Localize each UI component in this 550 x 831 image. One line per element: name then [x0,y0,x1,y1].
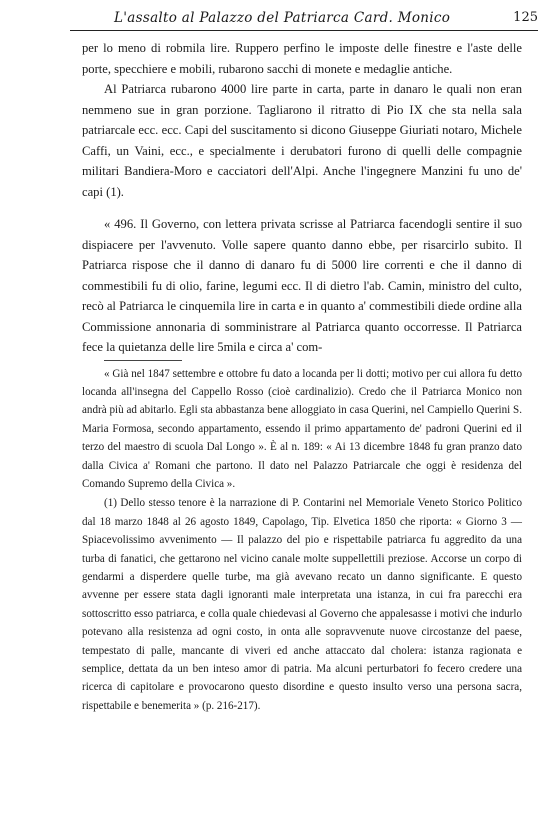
footnote-1: (1) Dello stesso tenore è la narrazione di P. Contarini nel Memoriale Veneto Storico Politico dal 18 marzo 1848 al 26 agosto 1849, Capolago, Tip. Elvetica 1850 che riporta: « Giorno 3 — Spiacevolissimo avvenimento — Il palazzo del pio e rispettabile patriarca fu aggredito da una turba di fanatici, che gettarono nel vicino canale molte suppellettili preziose. Accorse un corpo di gendarmi a disperdere quelle turbe, ma già avevano recato un danno significante. E questo avvenne per essere stata dagli ignoranti male interpretata una istanza, in cui fra parecchi era sottoscritto esso patriarca, e colla quale chiedevasi al Governo che appalesasse i motivi che indurlo potevano alla resistenza ad ogni costo, in onta alle sopravvenute nuove circostanze del paese, tempestato di palle, mancante di viveri ed anche attaccato dal cholera: istanza ragionata e semplice, dettata da un ben inteso amor di patria. Ma alcuni perturbatori fo fecero credere una ricerca di capitolare e provocarono questo disordine e questo insulto verso una persona sacra, rispettabile e benemerita » (p. 216-217). [82,497,522,712]
paragraph-2: Al Patriarca rubarono 4000 lire parte in carta, parte in danaro le quali non eran nemmeno sue in gran porzione. Tagliarono il ritratto di Pio IX che sta nella sala patriarcale ecc. ecc. Capi del suscitamento si dicono Giuseppe Giuriati notaro, Michele Caffi, un Vaini, ecc., e specialmente i derubatori furono di quelli delle compagnie militari Bandiera-Moro e cacciatori dell'Alpi. Anche l'ingegnere Manzini fu uno de' capi (1). [82,82,522,199]
paragraph-1: per lo meno di robmila lire. Ruppero perfino le imposte delle finestre e l'aste delle porte, specchiere e mobili, rubarono sacchi di monete e medaglie antiche. [82,41,522,76]
running-header [70,8,538,31]
paragraph-gap [82,202,522,214]
footnote-continuation: « Già nel 1847 settembre e ottobre fu dato a locanda per li dotti; motivo per cui allora fu detto locanda all'insegna del Cappello Rosso (cioè cardinalizio). Credo che il Patriarca Monico non andrà più ad abitarlo. Egli sta abbastanza bene alloggiato in casa Querini, nel Campiello Querini S. Maria Formosa, secondo appartamento, essendo il primo appartamento de' padroni Querini ed il terzo del maestro di scuola Dal Longo ». È al n. 189: « Ai 13 dicembre 1848 fu gran pranzo dato dalla Civica a' Romani che partono. Il dato nel Palazzo Patriarcale che oggi è residenza del Comando Supremo della Civica ». [82,367,522,490]
running-title: L'assalto al Palazzo del Patriarca Card. Monico [114,10,451,26]
paragraph-3: « 496. Il Governo, con lettera privata scrisse al Patriarca facendogli sentire il suo dispiacere per l'avvenuto. Volle sapere quanto danno ebbe, per risarcirlo subito. Il Patriarca rispose che il danno di danaro fu di 5000 lire correnti e che il danno di commestibili fu di olio, farine, legumi ecc. Il di dietro l'ab. Camin, ministro del culto, recò al Patriarca le cinquemila lire in carta e in quanto a' commestibili diede ordine alla Commissione annonaria di somministrare al Patriarca quanto occorresse. Il Patriarca fece la quietanza delle lire 5mila e circa a' com- [82,217,522,354]
page-number: 125 [513,10,538,25]
main-text [82,38,522,715]
footnote-separator [104,360,182,361]
